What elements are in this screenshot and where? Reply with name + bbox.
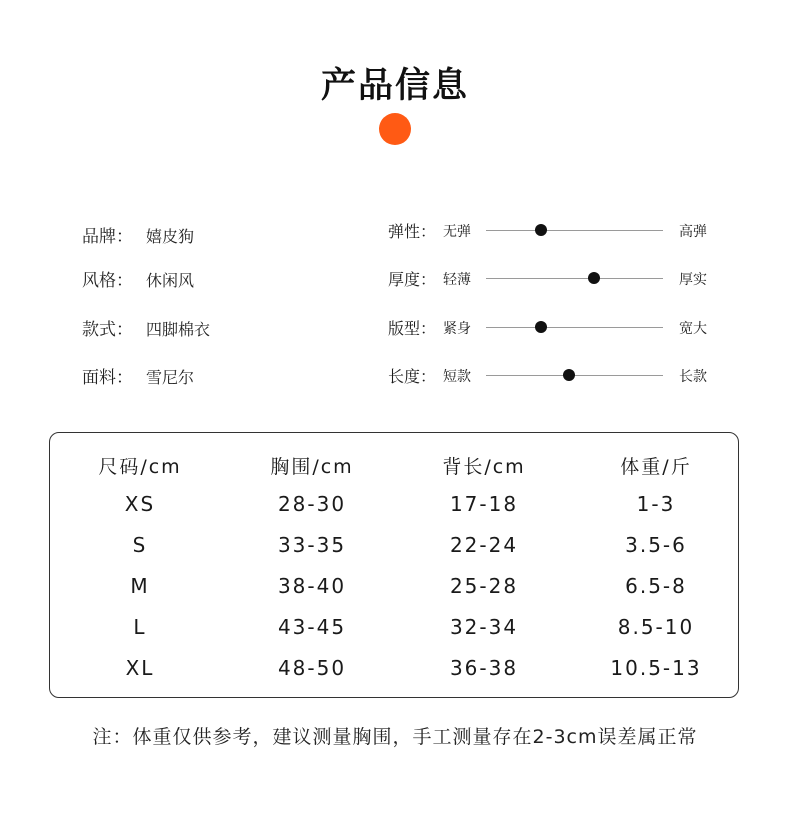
info-value: 休闲风 [146,271,195,290]
info-label: 款式： [82,320,133,340]
accent-dot [379,113,411,145]
attr-high: 高弹 [679,224,707,240]
attr-low: 短款 [443,369,471,385]
table-cell: 38-40 [277,574,347,598]
table-cell: 32-34 [449,615,519,639]
info-label: 面料： [82,368,133,388]
table-row [50,492,740,522]
attr-elasticity [388,219,718,243]
attr-high: 长款 [679,369,707,385]
info-type [82,315,210,340]
table-cell: 36-38 [449,656,519,680]
table-cell: 25-28 [449,574,519,598]
attr-low: 紧身 [443,321,471,337]
table-header-cell: 尺码/cm [98,456,182,478]
table-header-cell: 胸围/cm [270,456,354,478]
table-cell: 3.5-6 [625,533,687,557]
table-cell: XL [125,656,155,680]
table-row [50,615,740,645]
page-title: 产品信息 [320,66,469,106]
table-cell: XS [124,492,156,516]
attr-knob [588,272,600,284]
attr-thickness [388,267,718,291]
table-cell: 6.5-8 [625,574,687,598]
table-row [50,574,740,604]
measurement-note: 注：体重仅供参考，建议测量胸围，手工测量存在2-3cm误差属正常 [92,726,698,748]
attr-length [388,364,718,388]
table-cell: 22-24 [449,533,519,557]
attr-track [486,327,663,328]
attr-label: 厚度： [388,270,437,289]
table-header-cell: 体重/斤 [620,456,692,478]
attr-track [486,230,663,231]
table-cell: 43-45 [277,615,347,639]
table-cell: 48-50 [277,656,347,680]
table-cell: 8.5-10 [617,615,695,639]
info-brand [82,222,194,247]
info-value: 四脚棉衣 [146,320,211,339]
table-header-cell: 背长/cm [442,456,526,478]
table-cell: 33-35 [277,533,347,557]
info-style [82,266,194,291]
attr-knob [563,369,575,381]
info-fabric [82,363,194,388]
attr-knob [535,321,547,333]
attr-label: 长度： [388,367,437,386]
attr-high: 宽大 [679,321,707,337]
info-label: 风格： [82,271,133,291]
info-label: 品牌： [82,227,133,247]
info-value: 雪尼尔 [146,368,195,387]
attr-label: 弹性： [388,222,437,241]
attr-knob [535,224,547,236]
attr-label: 版型： [388,319,437,338]
table-row [50,656,740,686]
size-table [49,432,739,698]
attr-low: 无弹 [443,224,471,240]
table-header-row [50,452,740,482]
table-cell: S [132,533,148,557]
table-cell: M [130,574,150,598]
info-value: 嬉皮狗 [146,227,195,246]
table-row [50,533,740,563]
table-cell: 28-30 [277,492,347,516]
attr-low: 轻薄 [443,272,471,288]
attr-track [486,278,663,279]
table-cell: 10.5-13 [610,656,702,680]
attr-high: 厚实 [679,272,707,288]
table-cell: L [133,615,147,639]
table-cell: 1-3 [636,492,676,516]
attr-fit [388,316,718,340]
table-cell: 17-18 [449,492,519,516]
